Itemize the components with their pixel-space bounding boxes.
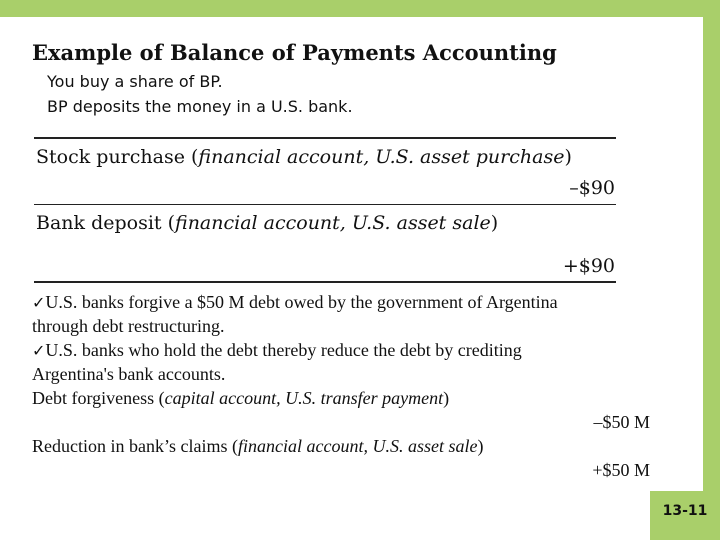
stock-purchase-label bbox=[36, 146, 572, 168]
intro-line-2: BP deposits the money in a U.S. bank. bbox=[47, 97, 353, 116]
page-number-badge bbox=[650, 491, 720, 540]
label-italic-text: financial account, U.S. asset sale bbox=[237, 436, 478, 456]
bullet-1-line-1 bbox=[32, 292, 558, 313]
intro-line-1: You buy a share of BP. bbox=[47, 72, 223, 91]
bank-claims-label bbox=[32, 436, 483, 457]
label-italic-text: capital account, U.S. transfer payment bbox=[164, 388, 444, 408]
label-italic-text: financial account, U.S. asset sale bbox=[175, 212, 491, 234]
bullet-2-line-1 bbox=[32, 340, 522, 361]
bullet-1-line-2: through debt restructuring. bbox=[32, 316, 225, 336]
bullet-2-line-2: Argentina's bank accounts. bbox=[32, 364, 226, 384]
bullet-text: U.S. banks forgive a $50 M debt owed by the government of Argentina bbox=[45, 292, 558, 312]
debt-forgiveness-label bbox=[32, 388, 449, 409]
label-text: ) bbox=[443, 388, 450, 408]
label-text: ) bbox=[564, 146, 572, 168]
bank-claims-amount: +$50 M bbox=[592, 460, 650, 480]
label-text: Debt forgiveness ( bbox=[32, 388, 165, 408]
right-accent-bar bbox=[703, 0, 720, 540]
check-icon: ✓ bbox=[32, 341, 46, 360]
debt-forgiveness-amount: –$50 M bbox=[593, 412, 650, 432]
label-text: Reduction in bank’s claims ( bbox=[32, 436, 238, 456]
label-text: Stock purchase ( bbox=[36, 146, 199, 168]
bullet-text: U.S. banks who hold the debt thereby reduce the debt by crediting bbox=[45, 340, 522, 360]
label-text: ) bbox=[477, 436, 484, 456]
page-number: 13-11 bbox=[662, 503, 708, 519]
slide-title: Example of Balance of Payments Accounting bbox=[32, 40, 557, 65]
stock-purchase-amount: –$90 bbox=[569, 177, 615, 199]
bank-deposit-label bbox=[36, 212, 498, 234]
bank-deposit-amount: +$90 bbox=[562, 255, 615, 277]
top-accent-bar bbox=[0, 0, 720, 17]
check-icon: ✓ bbox=[32, 293, 46, 312]
rule-middle bbox=[34, 204, 616, 205]
label-text: ) bbox=[490, 212, 499, 234]
label-italic-text: financial account, U.S. asset purchase bbox=[198, 146, 565, 168]
rule-bottom bbox=[34, 281, 616, 283]
label-text: Bank deposit ( bbox=[36, 212, 176, 234]
rule-top bbox=[34, 137, 616, 139]
